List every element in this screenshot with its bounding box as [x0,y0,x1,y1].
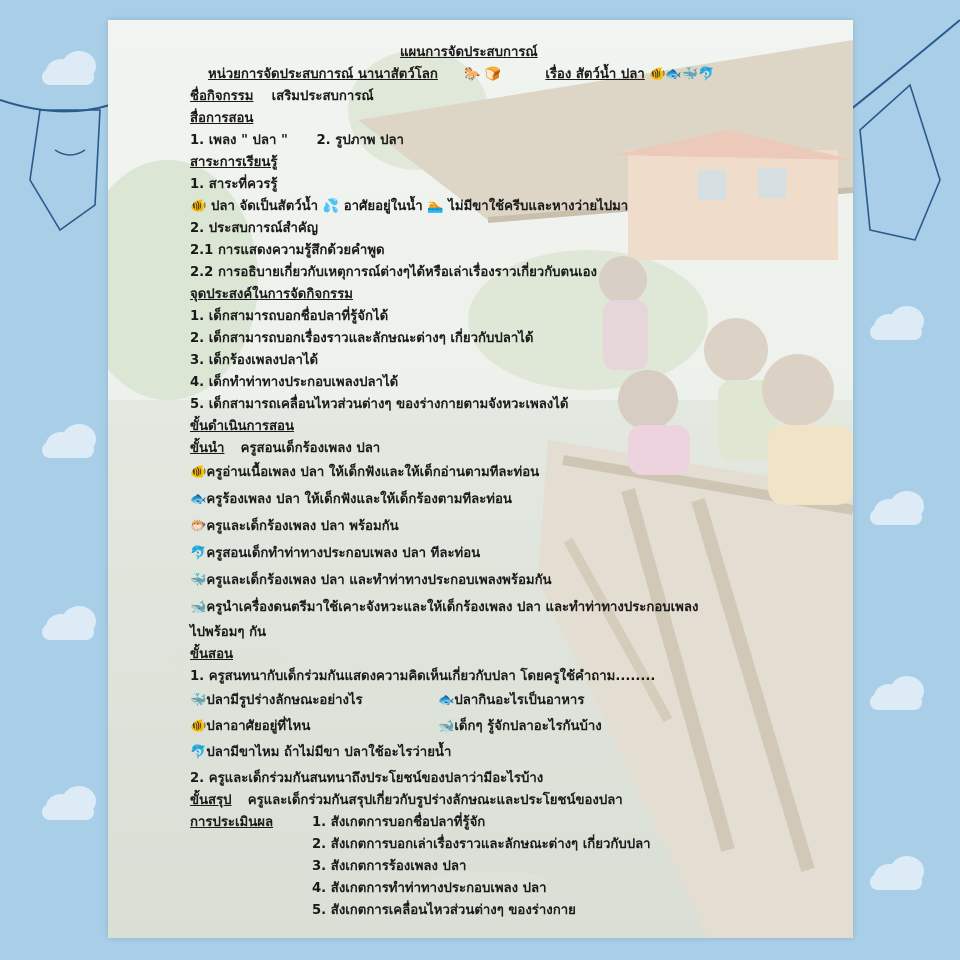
activity-value: เสริมประสบการณ์ [271,89,374,104]
activity-label: ชื่อกิจกรรม [190,89,254,104]
dolphin-icon: 🐬 [698,67,715,82]
objective-item: 1. เด็กสามารถบอกชื่อปลาที่รู้จักได้ [190,309,389,324]
blowfish-icon: 🐡 [190,519,207,534]
evaluation-item: 3. สังเกตการร้องเพลง ปลา [312,859,467,874]
step-item: ครูอ่านเนื้อเพลง ปลา ให้เด็กฟังและให้เด็กอ่านตามทีละท่อน [206,465,540,480]
tropical-fish-icon: 🐠 [190,199,207,214]
media-item-1: 1. เพลง " ปลา " [190,133,288,148]
content-sub2: 2. ประสบการณ์สำคัญ [190,221,318,236]
cloud-decoration [42,428,94,458]
question-item: ปลามีขาไหม ถ้าไม่มีขา ปลาใช้อะไรว่ายน้ำ [206,745,452,760]
water-drop-icon: 💦 [322,199,340,214]
whale-icon: 🐳 [190,693,207,708]
document-title: แผนการจัดประสบการณ์ [400,45,538,60]
media-label: สื่อการสอน [190,111,254,126]
cloud-decoration [870,680,922,710]
evaluation-item: 1. สังเกตการบอกชื่อปลาที่รู้จัก [312,815,486,830]
whale-icon: 🐳 [190,573,207,588]
bread-icon: 🍞 [484,67,502,82]
fact-part1: ปลา จัดเป็นสัตว์น้ำ [211,199,319,214]
objective-item: 4. เด็กทำท่าทางประกอบเพลงปลาได้ [190,375,399,390]
fish-icon: 🐟 [190,492,207,507]
evaluation-item: 5. สังเกตการเคลื่อนไหวส่วนต่างๆ ของร่างกาย [312,903,576,918]
bunting-string-right [840,0,960,300]
document-sheet [108,20,853,938]
procedure-label: ขั้นดำเนินการสอน [190,419,294,434]
question-item: เด็กๆ รู้จักปลาอะไรกันบ้าง [454,719,602,734]
evaluation-item: 4. สังเกตการทำท่าทางประกอบเพลง ปลา [312,881,547,896]
horse-icon: 🐎 [464,67,481,82]
content-sub1: 1. สาระที่ควรรู้ [190,177,278,192]
cloud-decoration [870,860,922,890]
fish-icon: 🐟 [438,693,455,708]
topic-label: เรื่อง สัตว์น้ำ ปลา [545,67,645,82]
dolphin-icon: 🐬 [190,546,207,561]
cloud-decoration [42,55,94,85]
step-item: ครูนำเครื่องดนตรีมาใช้เคาะจังหวะและให้เด็กร้องเพลง ปลา และทำท่าทางประกอบเพลง [206,600,699,615]
step-item: ครูสอนเด็กทำท่าทางประกอบเพลง ปลา ทีละท่อน [206,546,481,561]
objective-item: 5. เด็กสามารถเคลื่อนไหวส่วนต่างๆ ของร่างกายตามจังหวะเพลงได้ [190,397,569,412]
evaluation-label: การประเมินผล [190,815,274,830]
dolphin-icon: 🐬 [190,745,207,760]
intro-label: ขั้นนำ [190,441,225,456]
whale-icon: 🐳 [681,67,699,82]
objectives-label: จุดประสงค์ในการจัดกิจกรรม [190,287,353,302]
fish-icon: 🐟 [665,67,682,82]
question-item: ปลามีรูปร่างลักษณะอย่างไร [206,693,363,708]
whale-icon: 🐋 [190,600,207,615]
fact-part2: อาศัยอยู่ในน้ำ [343,199,423,214]
bunting-string-left [0,0,120,300]
whale-icon: 🐋 [438,719,455,734]
cloud-decoration [870,310,922,340]
cloud-decoration [42,790,94,820]
step-item: ครูและเด็กร้องเพลง ปลา พร้อมกัน [206,519,399,534]
tropical-fish-icon: 🐠 [190,719,207,734]
cloud-decoration [870,495,922,525]
experience-1: 2.1 การแสดงความรู้สึกด้วยคำพูด [190,243,385,258]
step-item: ครูและเด็กร้องเพลง ปลา และทำท่าทางประกอบเพลงพร้อมกัน [206,573,552,588]
step-continuation: ไปพร้อมๆ กัน [190,625,267,640]
question-item: ปลากินอะไรเป็นอาหาร [454,693,585,708]
cloud-decoration [42,610,94,640]
question-item: ปลาอาศัยอยู่ที่ไหน [206,719,311,734]
media-item-2: 2. รูปภาพ ปลา [316,133,404,148]
experience-2: 2.2 การอธิบายเกี่ยวกับเหตุการณ์ต่างๆได้หรือเล่าเรื่องราวเกี่ยวกับตนเอง [190,265,597,280]
summary-label: ขั้นสรุป [190,793,232,808]
objective-item: 2. เด็กสามารถบอกเรื่องราวและลักษณะต่างๆ เกี่ยวกับปลาได้ [190,331,534,346]
teach-item-2: 2. ครูและเด็กร่วมกันสนทนาถึงประโยชน์ของปลาว่ามีอะไรบ้าง [190,771,544,786]
objective-item: 3. เด็กร้องเพลงปลาได้ [190,353,319,368]
content-label: สาระการเรียนรู้ [190,155,278,170]
tropical-fish-icon: 🐠 [190,465,207,480]
summary-text: ครูและเด็กร่วมกันสรุปเกี่ยวกับรูปร่างลักษณะและประโยชน์ของปลา [247,793,623,808]
intro-text: ครูสอนเด็กร้องเพลง ปลา [240,441,381,456]
swimmer-icon: 🏊 [427,199,444,214]
evaluation-item: 2. สังเกตการบอกเล่าเรื่องราวและลักษณะต่างๆ เกี่ยวกับปลา [312,837,651,852]
teach-label: ขั้นสอน [190,647,234,662]
unit-label: หน่วยการจัดประสบการณ์ นานาสัตว์โลก [208,67,438,82]
tropical-fish-icon: 🐠 [648,67,666,82]
fact-part3: ไม่มีขาใช้ครีบและหางว่ายไปมา [448,199,629,214]
teach-item-1: 1. ครูสนทนากับเด็กร่วมกันแสดงความคิดเห็นเกี่ยวกับปลา โดยครูใช้คำถาม........ [190,669,656,684]
step-item: ครูร้องเพลง ปลา ให้เด็กฟังและให้เด็กร้องตามทีละท่อน [206,492,512,507]
